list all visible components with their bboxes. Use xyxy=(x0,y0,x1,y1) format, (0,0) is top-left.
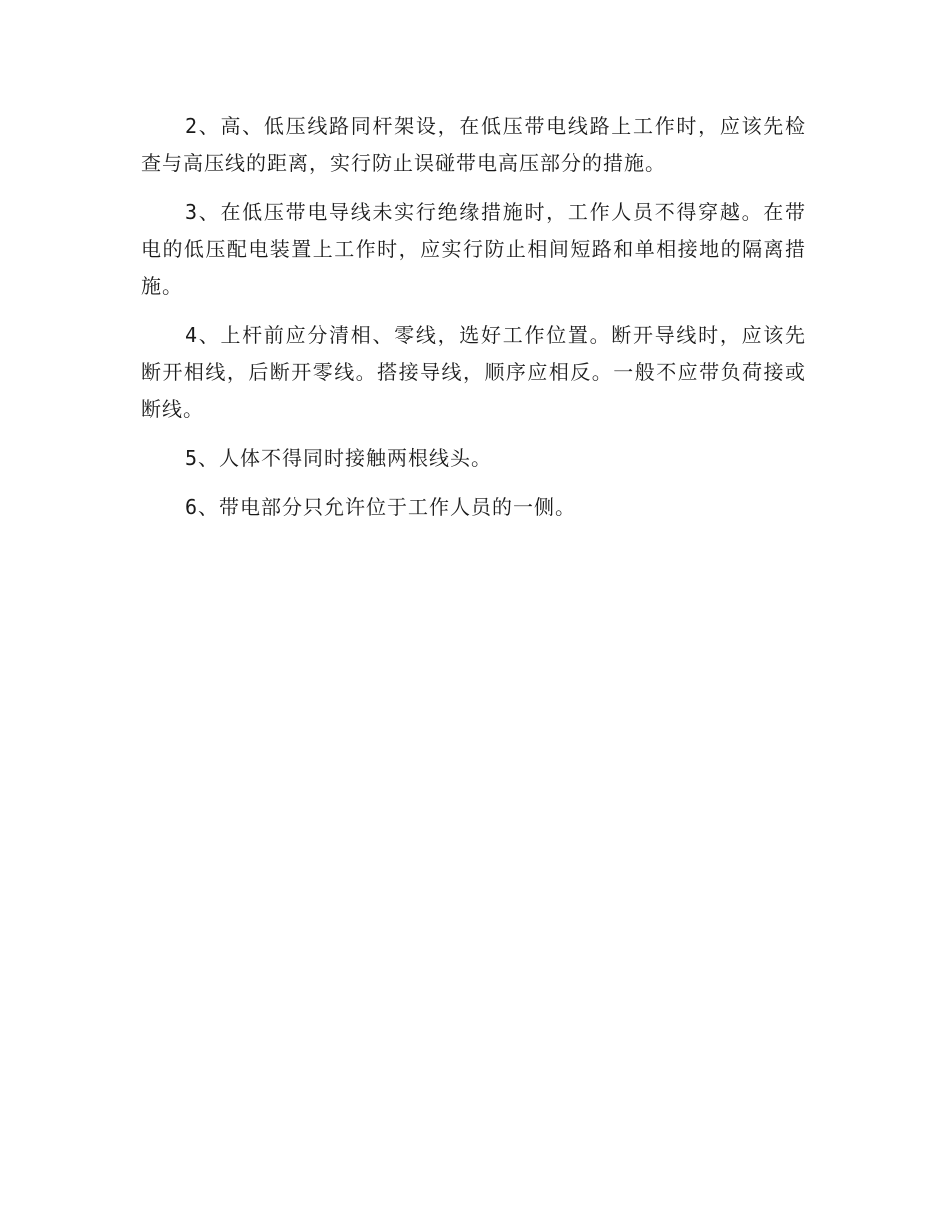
paragraph-item-3: 3、在低压带电导线未实行绝缘措施时，工作人员不得穿越。在带电的低压配电装置上工作时，应实行防止相间短路和单相接地的隔离措施。 xyxy=(141,200,806,298)
paragraph-item-2: 2、高、低压线路同杆架设，在低压带电线路上工作时，应该先检查与高压线的距离，实行防止误碰带电高压部分的措施。 xyxy=(141,114,806,175)
paragraph-item-6: 6、带电部分只允许位于工作人员的一侧。 xyxy=(185,495,577,519)
document-body xyxy=(141,108,806,538)
paragraph-item-4: 4、上杆前应分清相、零线，选好工作位置。断开导线时，应该先断开相线，后断开零线。搭接导线，顺序应相反。一般不应带负荷接或断线。 xyxy=(141,323,806,421)
paragraph-item-5: 5、人体不得同时接触两根线头。 xyxy=(185,446,493,470)
